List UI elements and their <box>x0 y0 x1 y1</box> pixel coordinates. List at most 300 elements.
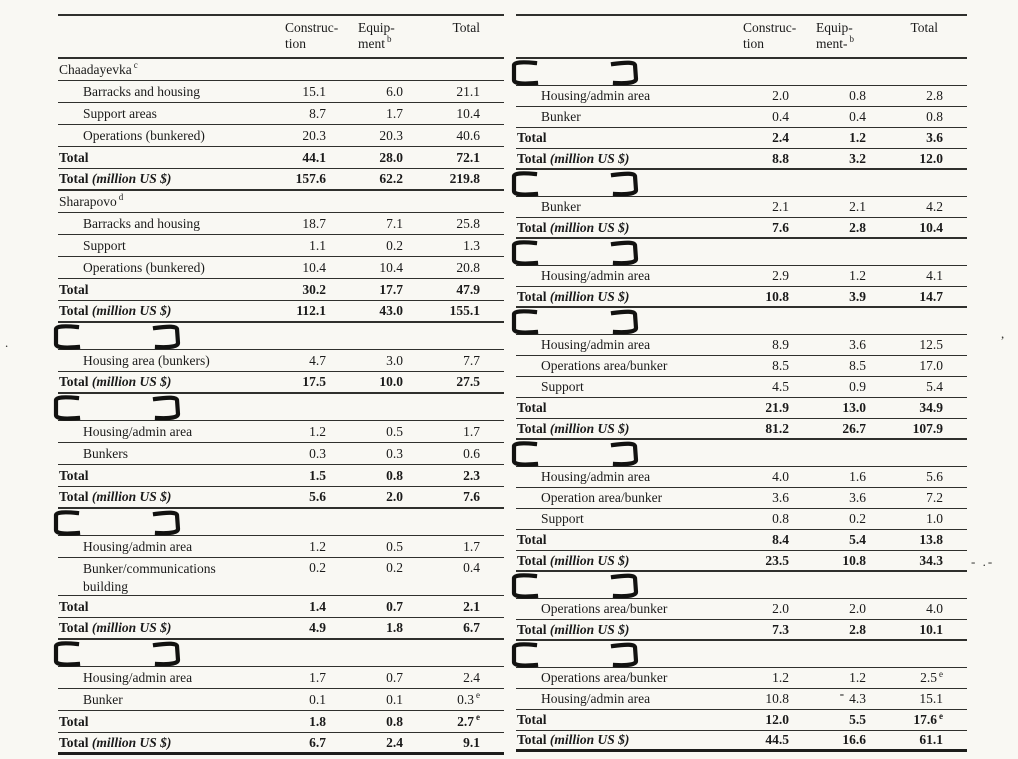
value-text: 2.4 <box>772 130 789 146</box>
cost-table-left <box>58 14 504 755</box>
footnote-marker: c <box>133 60 138 71</box>
value-cell <box>249 282 326 298</box>
value-text: 2.5 <box>920 670 937 686</box>
redaction-bracket-marks <box>44 323 194 350</box>
row-label <box>58 62 480 78</box>
table-header-left <box>58 16 504 59</box>
redaction-bracket-marks <box>44 509 194 536</box>
row-label: Operation area/bunker <box>541 490 663 506</box>
value-cell <box>789 712 866 728</box>
value-text: 81.2 <box>765 420 789 436</box>
value-text: 0.8 <box>772 511 789 527</box>
table-row <box>516 710 967 731</box>
value-text: 7.7 <box>463 352 480 368</box>
value-cell <box>403 539 480 555</box>
value-cell <box>249 238 326 254</box>
row-label: Housing area (bunkers) <box>83 352 210 368</box>
row-label <box>58 489 249 505</box>
value-text: 10.8 <box>842 552 866 568</box>
value-text: 1.0 <box>926 511 943 527</box>
table-row <box>58 350 504 372</box>
value-text: 10.4 <box>302 259 326 275</box>
row-label <box>58 558 249 595</box>
value-cell <box>712 511 789 527</box>
redacted-section-row <box>516 170 967 197</box>
value-cell <box>866 151 943 167</box>
row-label <box>516 622 712 638</box>
value-text: 2.8 <box>849 219 866 235</box>
value-text: 4.7 <box>309 352 326 368</box>
value-cell <box>866 358 943 374</box>
row-label: Housing/admin area <box>83 538 193 554</box>
value-cell <box>326 374 403 390</box>
value-text: 43.0 <box>379 303 403 319</box>
table-row <box>58 301 504 323</box>
value-cell <box>866 289 943 305</box>
row-label: Operations area/bunker <box>541 601 668 617</box>
value-text: 2.0 <box>386 489 403 505</box>
value-cell <box>249 489 326 505</box>
value-text: 17.7 <box>379 281 403 297</box>
value-cell <box>403 216 480 232</box>
total-units-label: (million US $) <box>546 621 630 637</box>
value-text: 1.2 <box>772 670 789 686</box>
col-header-construction <box>285 20 358 51</box>
table-row <box>58 443 504 465</box>
value-text: 40.6 <box>456 127 480 143</box>
row-label: Barracks and housing <box>83 215 200 231</box>
value-text: 1.2 <box>849 130 866 146</box>
value-text: 1.7 <box>386 105 403 121</box>
value-text: 2.0 <box>849 601 866 617</box>
value-cell <box>326 353 403 369</box>
value-text: 4.9 <box>309 620 326 636</box>
row-label <box>58 468 249 484</box>
value-cell <box>789 490 866 506</box>
row-label: Housing/admin area <box>83 423 193 439</box>
row-label: Support <box>83 237 126 253</box>
value-cell <box>789 199 866 215</box>
total-label: Total <box>517 712 547 728</box>
value-cell <box>326 468 403 484</box>
row-label-line2: building <box>83 578 129 594</box>
value-cell <box>249 735 326 751</box>
value-text: 0.8 <box>849 88 866 104</box>
total-units-label: (million US $) <box>88 171 172 187</box>
table-row <box>516 599 967 620</box>
value-text: 7.2 <box>926 490 943 506</box>
value-cell <box>789 337 866 353</box>
total-units-label: (million US $) <box>88 489 172 505</box>
value-cell <box>249 558 326 576</box>
col-header-equipment-word: ment- <box>816 35 848 51</box>
table-row <box>58 125 504 147</box>
value-cell <box>249 692 326 708</box>
total-label: Total <box>59 303 89 319</box>
row-label <box>58 735 249 751</box>
stray-dot-mark: . <box>5 335 11 350</box>
value-cell <box>712 199 789 215</box>
value-cell <box>789 88 866 104</box>
value-cell <box>866 337 943 353</box>
total-label: Total <box>517 288 547 304</box>
value-cell <box>712 469 789 485</box>
value-cell <box>326 150 403 166</box>
col-header-equipment-line1: Equip- <box>816 20 853 35</box>
value-cell <box>866 712 943 728</box>
value-cell <box>712 732 789 748</box>
row-label <box>516 130 712 146</box>
value-text: 2.9 <box>772 268 789 284</box>
stray-comma-mark: , <box>1001 326 1007 341</box>
value-text: 17.5 <box>302 374 326 390</box>
value-text: 6.7 <box>463 620 480 636</box>
value-text: 2.4 <box>463 669 480 685</box>
value-text: 1.7 <box>463 538 480 554</box>
row-label <box>516 289 712 305</box>
value-cell <box>712 220 789 236</box>
value-text: 30.2 <box>302 281 326 297</box>
value-cell <box>866 490 943 506</box>
row-label: Barracks and housing <box>83 83 200 99</box>
value-text: 10.4 <box>919 219 943 235</box>
value-cell <box>249 84 326 100</box>
table-row <box>516 530 967 551</box>
row-label-line1: Bunker/communications <box>83 561 216 577</box>
value-text: 5.5 <box>849 712 866 728</box>
value-text: 0.8 <box>386 713 403 729</box>
value-text: 34.3 <box>919 552 943 568</box>
table-row <box>58 689 504 711</box>
table-row <box>58 235 504 257</box>
value-cell <box>326 446 403 462</box>
section-header-row <box>58 191 504 213</box>
value-text: 4.5 <box>772 379 789 395</box>
value-cell <box>789 151 866 167</box>
table-body-left <box>58 59 504 755</box>
redaction-bracket-marks <box>44 640 194 667</box>
footnote-marker: d <box>118 192 124 203</box>
stray-dash-mark: - <box>839 686 845 702</box>
redaction-bracket-marks <box>502 641 652 668</box>
value-text: 62.2 <box>379 171 403 187</box>
row-label <box>58 303 249 319</box>
value-text: 3.6 <box>772 490 789 506</box>
row-label: Operations area/bunker <box>541 670 668 686</box>
value-cell <box>326 260 403 276</box>
table-row <box>58 103 504 125</box>
row-label: Support areas <box>83 105 157 121</box>
col-header-equipment <box>816 20 889 51</box>
value-cell <box>249 171 326 187</box>
value-cell <box>789 670 866 686</box>
value-cell <box>712 712 789 728</box>
value-text: 7.1 <box>386 215 403 231</box>
col-header-construction-line2: tion <box>285 35 307 51</box>
value-text: 1.7 <box>463 423 480 439</box>
row-label: Operations (bunkered) <box>83 127 205 143</box>
row-label: Support <box>541 511 584 527</box>
value-text: 1.7 <box>309 669 326 685</box>
redacted-section-row <box>516 440 967 467</box>
value-cell <box>712 553 789 569</box>
value-cell <box>712 622 789 638</box>
value-cell <box>403 260 480 276</box>
total-label: Total <box>517 621 547 637</box>
value-text: 8.7 <box>309 105 326 121</box>
value-cell <box>712 268 789 284</box>
value-cell <box>403 424 480 440</box>
value-cell <box>403 599 480 615</box>
value-text: 3.2 <box>849 150 866 166</box>
value-cell <box>326 424 403 440</box>
value-cell <box>403 620 480 636</box>
value-text: 18.7 <box>302 215 326 231</box>
redacted-section-row <box>516 641 967 668</box>
value-text: 0.7 <box>386 598 403 614</box>
value-text: 1.2 <box>849 268 866 284</box>
redacted-section-row <box>58 509 504 536</box>
value-text: 21.9 <box>765 400 789 416</box>
value-cell <box>789 379 866 395</box>
value-text: 0.4 <box>772 109 789 125</box>
table-row <box>516 218 967 239</box>
value-text: 0.8 <box>926 109 943 125</box>
redacted-section-row <box>516 239 967 266</box>
section-name: Sharapovo <box>59 193 117 209</box>
total-units-label: (million US $) <box>546 219 630 235</box>
value-text: 8.4 <box>772 532 789 548</box>
value-cell <box>326 106 403 122</box>
value-text: 72.1 <box>456 149 480 165</box>
value-cell <box>403 374 480 390</box>
total-label: Total <box>59 374 89 390</box>
value-text: 5.4 <box>926 379 943 395</box>
value-cell <box>403 128 480 144</box>
value-cell <box>789 400 866 416</box>
value-text: 8.8 <box>772 150 789 166</box>
value-cell <box>403 171 480 187</box>
value-cell <box>866 601 943 617</box>
value-text: 21.1 <box>456 83 480 99</box>
table-row <box>58 279 504 301</box>
row-label: Housing/admin area <box>83 669 193 685</box>
value-cell <box>866 268 943 284</box>
row-label <box>516 732 712 748</box>
value-cell <box>249 539 326 555</box>
value-text: 0.2 <box>386 560 403 576</box>
table-row <box>516 398 967 419</box>
value-cell <box>866 469 943 485</box>
value-text: 4.2 <box>926 199 943 215</box>
footnote-marker-b: b <box>387 34 392 45</box>
value-cell <box>789 220 866 236</box>
value-cell <box>866 532 943 548</box>
value-text: 12.5 <box>919 337 943 353</box>
value-cell <box>249 128 326 144</box>
table-row <box>58 733 504 755</box>
value-text: 0.1 <box>309 691 326 707</box>
value-cell <box>866 199 943 215</box>
value-cell <box>326 670 403 686</box>
value-text: 5.4 <box>849 532 866 548</box>
value-text: 6.7 <box>309 734 326 750</box>
footnote-marker-b: b <box>849 34 854 45</box>
table-row <box>516 335 967 356</box>
total-label: Total <box>59 171 89 187</box>
value-text: 15.1 <box>919 691 943 707</box>
row-label: Housing/admin area <box>541 691 651 707</box>
value-cell <box>789 622 866 638</box>
value-cell <box>326 489 403 505</box>
value-cell <box>326 539 403 555</box>
value-text: 3.0 <box>386 352 403 368</box>
col-header-total-label: Total <box>452 20 480 35</box>
value-text: 14.7 <box>919 288 943 304</box>
value-text: 16.6 <box>842 732 866 748</box>
value-cell <box>403 84 480 100</box>
value-cell <box>403 735 480 751</box>
table-row <box>516 509 967 530</box>
redacted-section-row <box>516 572 967 599</box>
table-row <box>58 421 504 443</box>
value-cell <box>403 446 480 462</box>
total-units-label: (million US $) <box>546 420 630 436</box>
value-text: 2.4 <box>386 734 403 750</box>
value-text: 7.3 <box>772 621 789 637</box>
redaction-bracket-marks <box>502 239 652 266</box>
value-text: 0.1 <box>386 691 403 707</box>
value-text: 1.8 <box>386 620 403 636</box>
value-cell <box>712 532 789 548</box>
value-cell <box>866 691 943 707</box>
value-text: 0.5 <box>386 538 403 554</box>
total-label: Total <box>517 150 547 166</box>
value-text: 0.7 <box>386 669 403 685</box>
value-text: 27.5 <box>456 374 480 390</box>
table-row <box>516 467 967 488</box>
value-text: 44.5 <box>765 732 789 748</box>
value-text: 20.3 <box>379 127 403 143</box>
value-cell <box>326 692 403 708</box>
value-text: 2.3 <box>463 467 480 483</box>
total-units-label: (million US $) <box>546 150 630 166</box>
value-text: 0.3 <box>386 445 403 461</box>
value-text: 25.8 <box>456 215 480 231</box>
total-label: Total <box>517 552 547 568</box>
value-text: 5.6 <box>309 489 326 505</box>
row-label <box>516 220 712 236</box>
value-text: 10.4 <box>456 105 480 121</box>
row-label <box>58 282 249 298</box>
value-cell <box>789 511 866 527</box>
cost-table-right <box>516 14 967 755</box>
value-cell <box>403 238 480 254</box>
value-cell <box>326 128 403 144</box>
table-row <box>516 620 967 641</box>
total-label: Total <box>517 420 547 436</box>
table-row <box>516 377 967 398</box>
row-label: Housing/admin area <box>541 469 651 485</box>
row-label: Housing/admin area <box>541 88 651 104</box>
table-row <box>516 107 967 128</box>
table-row <box>516 287 967 308</box>
total-label: Total <box>517 219 547 235</box>
row-label <box>516 712 712 728</box>
value-text: 0.2 <box>849 511 866 527</box>
value-cell <box>712 670 789 686</box>
total-label: Total <box>59 489 89 505</box>
row-label <box>516 532 712 548</box>
value-text: 10.8 <box>765 691 789 707</box>
value-text: 17.6 <box>913 712 937 728</box>
value-cell <box>403 353 480 369</box>
cost-tables-container <box>58 14 967 755</box>
value-cell <box>789 289 866 305</box>
value-text: 0.4 <box>849 109 866 125</box>
value-cell <box>712 130 789 146</box>
row-label <box>58 150 249 166</box>
total-units-label: (million US $) <box>546 552 630 568</box>
value-cell <box>866 220 943 236</box>
col-header-total <box>431 20 504 36</box>
value-cell <box>326 171 403 187</box>
table-row <box>516 266 967 287</box>
value-text: 2.0 <box>772 601 789 617</box>
value-cell <box>789 601 866 617</box>
value-cell <box>403 670 480 686</box>
value-text: 2.0 <box>772 88 789 104</box>
row-label: Operations (bunkered) <box>83 259 205 275</box>
table-row <box>58 596 504 618</box>
table-row <box>58 81 504 103</box>
value-cell <box>866 511 943 527</box>
table-row <box>58 536 504 558</box>
value-text: 4.0 <box>926 601 943 617</box>
value-cell <box>326 84 403 100</box>
value-cell <box>789 109 866 125</box>
value-text: 44.1 <box>302 149 326 165</box>
value-text: 1.1 <box>309 237 326 253</box>
value-text: 0.6 <box>463 445 480 461</box>
value-cell <box>326 714 403 730</box>
value-cell <box>403 150 480 166</box>
value-cell <box>712 88 789 104</box>
value-cell <box>866 421 943 437</box>
value-text: 1.2 <box>309 538 326 554</box>
value-text: 0.3 <box>309 445 326 461</box>
table-row <box>516 197 967 218</box>
row-label <box>58 374 249 390</box>
value-cell <box>712 109 789 125</box>
table-row <box>516 488 967 509</box>
value-text: 1.4 <box>309 598 326 614</box>
col-header-construction-line1: Construc- <box>743 20 797 35</box>
value-text: 1.2 <box>309 423 326 439</box>
redaction-bracket-marks <box>502 59 652 86</box>
value-cell <box>249 374 326 390</box>
row-label <box>58 599 249 615</box>
table-row <box>516 668 967 689</box>
value-text: 112.1 <box>296 303 326 319</box>
value-text: 10.0 <box>379 374 403 390</box>
redaction-bracket-marks <box>502 440 652 467</box>
table-body-right <box>516 59 967 752</box>
row-label <box>58 171 249 187</box>
value-cell <box>403 558 480 576</box>
value-text: 1.6 <box>849 469 866 485</box>
value-text: 0.3 <box>457 691 474 707</box>
